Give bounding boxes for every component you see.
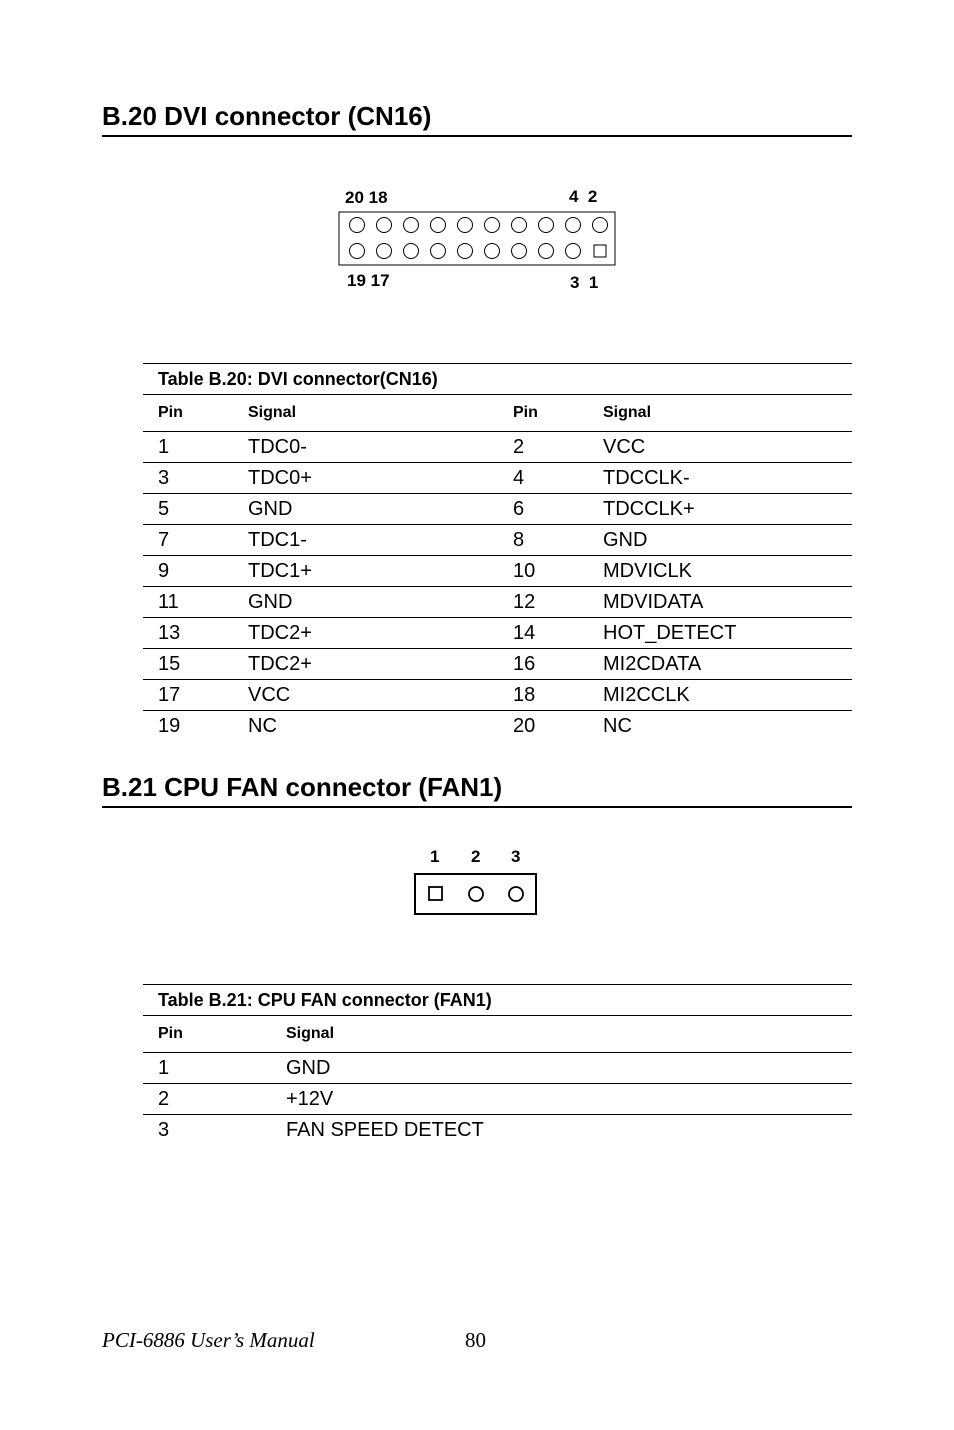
table-cell: 15 [143, 649, 233, 680]
dvi-top-labels-right: 4 2 [569, 187, 598, 206]
table-cell: TDC0- [233, 432, 498, 463]
column-header: Pin [143, 395, 233, 432]
fan-header-outline [415, 874, 536, 914]
fan-pin-2-circle [469, 887, 483, 901]
dvi-pin-circle [566, 218, 581, 233]
column-header: Signal [271, 1016, 852, 1053]
table-row [143, 618, 852, 649]
table-row [143, 649, 852, 680]
table-cell: MI2CCLK [588, 680, 852, 711]
dvi-pin-circle [539, 218, 554, 233]
table-cell: 11 [143, 587, 233, 618]
table-row [143, 680, 852, 711]
dvi-pin-circle [350, 218, 365, 233]
table-cell: 2 [143, 1084, 271, 1115]
fan-pin-header [414, 873, 540, 917]
table-cell: TDC1- [233, 525, 498, 556]
table-cell: 16 [498, 649, 588, 680]
dvi-pin-circle [431, 218, 446, 233]
footer-page-number: 80 [465, 1328, 486, 1352]
dvi-pin-circle [431, 244, 446, 259]
dvi-pin-circle [485, 244, 500, 259]
table-cell: MI2CDATA [588, 649, 852, 680]
fan-pin-label: 2 [471, 847, 481, 866]
table-header-row [143, 395, 852, 432]
table-cell: 13 [143, 618, 233, 649]
dvi-pin-circle [512, 218, 527, 233]
dvi-bottom-labels-right: 3 1 [570, 273, 599, 292]
table-cell: 14 [498, 618, 588, 649]
section-title-cpu-fan: B.21 CPU FAN connector (FAN1) [102, 772, 852, 808]
table-cell: GND [233, 494, 498, 525]
table-row [143, 711, 852, 742]
table-row [143, 556, 852, 587]
table-cell: 3 [143, 463, 233, 494]
table-cell: 2 [498, 432, 588, 463]
table-cell: 7 [143, 525, 233, 556]
table-cell: 18 [498, 680, 588, 711]
table-row [143, 1053, 852, 1084]
table-row [143, 432, 852, 463]
table-row [143, 525, 852, 556]
fan-pin-label: 3 [511, 847, 521, 866]
column-header: Signal [588, 395, 852, 432]
table-cell: VCC [233, 680, 498, 711]
dvi-pin-circle [485, 218, 500, 233]
table-cell: 9 [143, 556, 233, 587]
table-cell: GND [271, 1053, 852, 1084]
table-cell: TDC2+ [233, 649, 498, 680]
table-cell: MDVIDATA [588, 587, 852, 618]
section-title-dvi: B.20 DVI connector (CN16) [102, 101, 852, 137]
dvi-pin-circle [377, 244, 392, 259]
dvi-connector-diagram [338, 185, 620, 295]
table-cell: 3 [158, 1118, 170, 1141]
table-cell: TDCCLK- [588, 463, 852, 494]
table-cell: VCC [588, 432, 852, 463]
dvi-pin-circle [539, 244, 554, 259]
table-row [143, 494, 852, 525]
table-cell: GND [588, 525, 852, 556]
column-header: Pin [143, 1016, 271, 1053]
table-cell: 1 [143, 1053, 271, 1084]
dvi-pin-circle [404, 218, 419, 233]
dvi-pin-square [594, 245, 606, 257]
dvi-bottom-labels-left: 19 17 [347, 271, 390, 290]
dvi-table-caption: Table B.20: DVI connector(CN16) [143, 363, 852, 394]
table-cell: 20 [513, 714, 536, 737]
dvi-pin-table [143, 363, 852, 741]
fan-pin-1-square [429, 887, 442, 900]
table-row [143, 1115, 852, 1146]
fan-connector-diagram [414, 848, 540, 918]
dvi-pin-circle [404, 244, 419, 259]
dvi-pin-circle [458, 218, 473, 233]
dvi-pin-circle [377, 218, 392, 233]
table-row [143, 587, 852, 618]
table-cell: TDC2+ [233, 618, 498, 649]
table-cell: 10 [498, 556, 588, 587]
table-cell: 12 [498, 587, 588, 618]
column-header: Pin [498, 395, 588, 432]
dvi-pin-circle [350, 244, 365, 259]
footer-manual-title: PCI-6886 User’s Manual [102, 1328, 315, 1352]
dvi-pin-circle [458, 244, 473, 259]
fan-pin-label: 1 [430, 847, 440, 866]
table-cell: HOT_DETECT [588, 618, 852, 649]
dvi-pin-circle [593, 218, 608, 233]
table-cell: TDC1+ [233, 556, 498, 587]
column-header: Signal [233, 395, 498, 432]
table-cell: 17 [143, 680, 233, 711]
table-cell: 8 [498, 525, 588, 556]
dvi-pin-circle [512, 244, 527, 259]
dvi-top-labels-left: 20 18 [345, 188, 388, 207]
table-header-row [143, 1016, 852, 1053]
table-cell: 4 [498, 463, 588, 494]
table-cell: NC [603, 714, 632, 737]
table-cell: +12V [271, 1084, 852, 1115]
dvi-pin-header [338, 211, 620, 271]
table-cell: FAN SPEED DETECT [286, 1118, 484, 1141]
table-cell: NC [248, 714, 277, 737]
dvi-pin-circle [566, 244, 581, 259]
table-cell: MDVICLK [588, 556, 852, 587]
table-cell: 19 [158, 714, 181, 737]
fan-pin-table [143, 984, 852, 1145]
fan-table-caption: Table B.21: CPU FAN connector (FAN1) [143, 984, 852, 1015]
table-cell: 5 [143, 494, 233, 525]
table-row [143, 463, 852, 494]
table-cell: TDCCLK+ [588, 494, 852, 525]
table-row [143, 1084, 852, 1115]
table-cell: 1 [143, 432, 233, 463]
fan-pin-3-circle [509, 887, 523, 901]
table-cell: 6 [498, 494, 588, 525]
table-cell: TDC0+ [233, 463, 498, 494]
table-cell: GND [233, 587, 498, 618]
